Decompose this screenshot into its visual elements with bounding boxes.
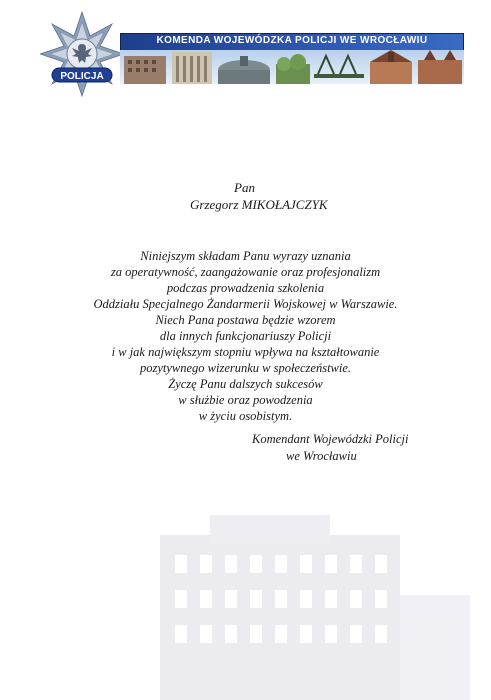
body-line: w życiu osobistym. [198,409,293,423]
banner-title: KOMENDA WOJEWÓDZKA POLICJI WE WROCŁAWIU [156,35,428,46]
body-line: za operatywność, zaangażowanie oraz profesjonalizm [110,265,381,279]
body-line: Niech Pana postawa będzie wzorem [155,313,336,327]
body-line: i w jak największym stopniu wpływa na kształtowanie [111,345,380,359]
body-line: pozytywnego wizerunku w społeczeństwie. [139,361,352,375]
body-line: Życzę Panu dalszych sukcesów [168,377,323,391]
body-line: dla innych funkcjonariuszy Policji [159,329,332,343]
police-star-emblem [40,10,124,102]
body-line: Oddziału Specjalnego Żandarmerii Wojskowej w Warszawie. [93,297,398,311]
signature-title: Komendant Wojewódzki Policji [252,432,409,446]
letterhead [0,0,491,110]
badge-text: POLICJA [60,71,104,82]
signature-location: we Wrocławiu [286,449,357,463]
body-line: w służbie oraz powodzenia [178,393,313,407]
building-watermark [120,505,480,700]
body-line: Niniejszym składam Panu wyrazy uznania [140,249,351,263]
salutation-line: Pan [234,180,255,195]
city-photos-strip [120,50,464,84]
header-banner [120,33,464,51]
body-line: podczas prowadzenia szkolenia [166,281,325,295]
recipient-name: Grzegorz MIKOŁAJCZYK [190,197,328,212]
